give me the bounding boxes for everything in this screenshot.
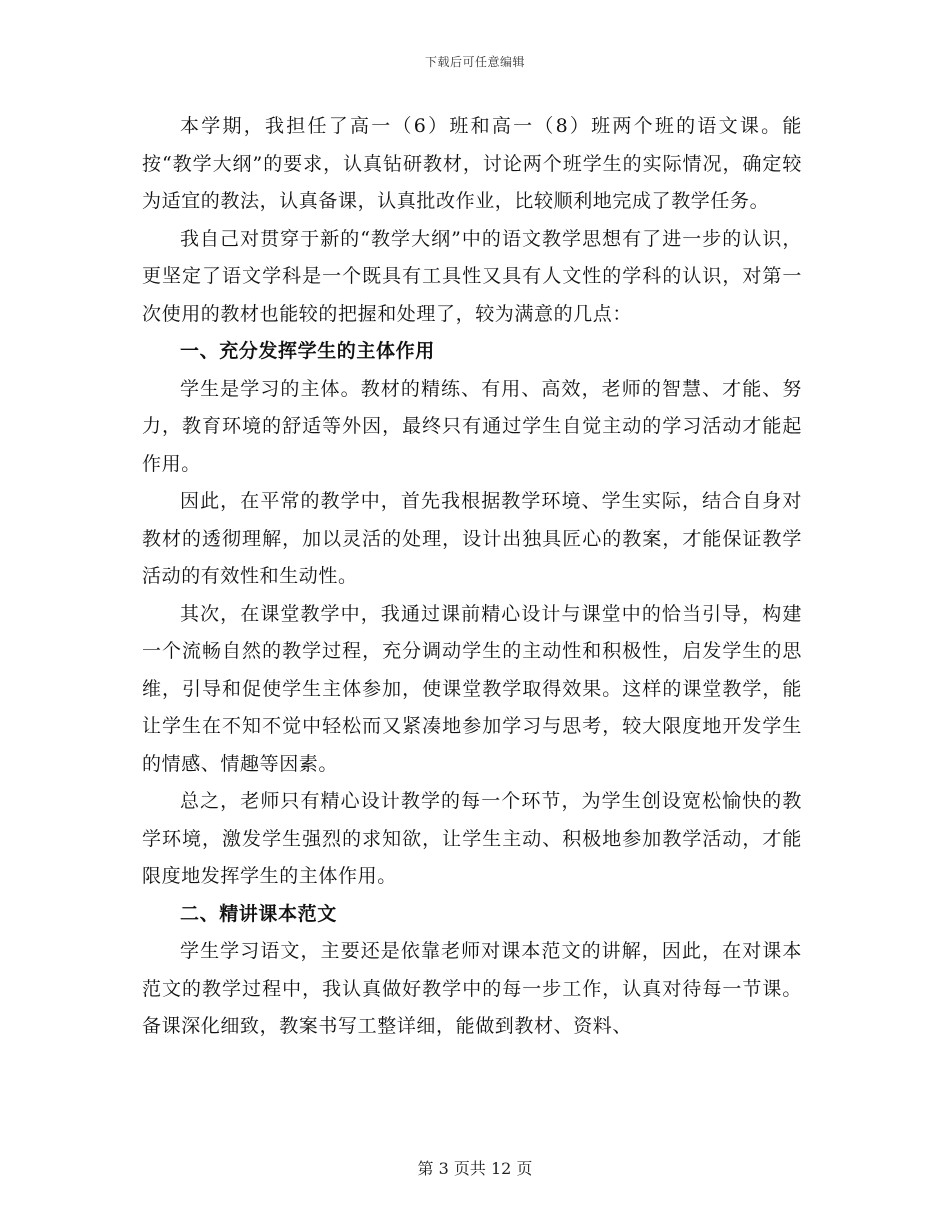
page-header: 下载后可任意编辑 [424, 55, 525, 69]
section-heading-2: 二、精讲课本范文 [180, 902, 337, 925]
section-heading-1: 一、充分发挥学生的主体作用 [180, 340, 435, 362]
paragraph-student-subject: 学生是学习的主体。教材的精练、有用、高效，老师的智慧、才能、努力，教育环境的舒适等外因，最终只有通过学生自觉主动的学习活动才能起作用。 [142, 377, 802, 475]
paragraph-secondly: 其次，在课堂教学中，我通过课前精心设计与课堂中的恰当引导，构建一个流畅自然的教学过程，充分调动学生的主动性和积极性，启发学生的思维，引导和促使学生主体参加，使课堂教学取得效果。这样的课堂教学，能让学生在不知不觉中轻松而又紧凑地参加学习与思考，较大限度地开发学生的情感、情趣等因素。 [142, 602, 802, 775]
paragraph-understanding: 我自己对贯穿于新的“教学大纲”中的语文教学思想有了进一步的认识，更坚定了语文学科是一个既具有工具性又具有人文性的学科的认识，对第一次使用的教材也能较的把握和处理了，较为满意的几点： [142, 227, 802, 325]
paragraph-intro: 本学期，我担任了高一（6）班和高一（8）班两个班的语文课。能按“教学大纲”的要求，认真钻研教材，讨论两个班学生的实际情况，确定较为适宜的教法，认真备课，认真批改作业，比较顺利地完成了教学任务。 [142, 115, 802, 212]
paragraph-summary: 总之，老师只有精心设计教学的每一个环节，为学生创设宽松愉快的教学环境，激发学生强烈的求知欲，让学生主动、积极地参加教学活动，才能限度地发挥学生的主体作用。 [142, 790, 802, 887]
page-footer: 第 3 页共 12 页 [417, 1159, 533, 1178]
paragraph-textbook: 学生学习语文，主要还是依靠老师对课本范文的讲解，因此，在对课本范文的教学过程中，我认真做好教学中的每一步工作，认真对待每一节课。备课深化细致，教案书写工整详细，能做到教材、资料、 [142, 940, 802, 1037]
document-body [142, 108, 802, 1046]
paragraph-therefore: 因此，在平常的教学中，首先我根据教学环境、学生实际，结合自身对教材的透彻理解，加以灵活的处理，设计出独具匠心的教案，才能保证教学活动的有效性和生动性。 [142, 490, 802, 587]
